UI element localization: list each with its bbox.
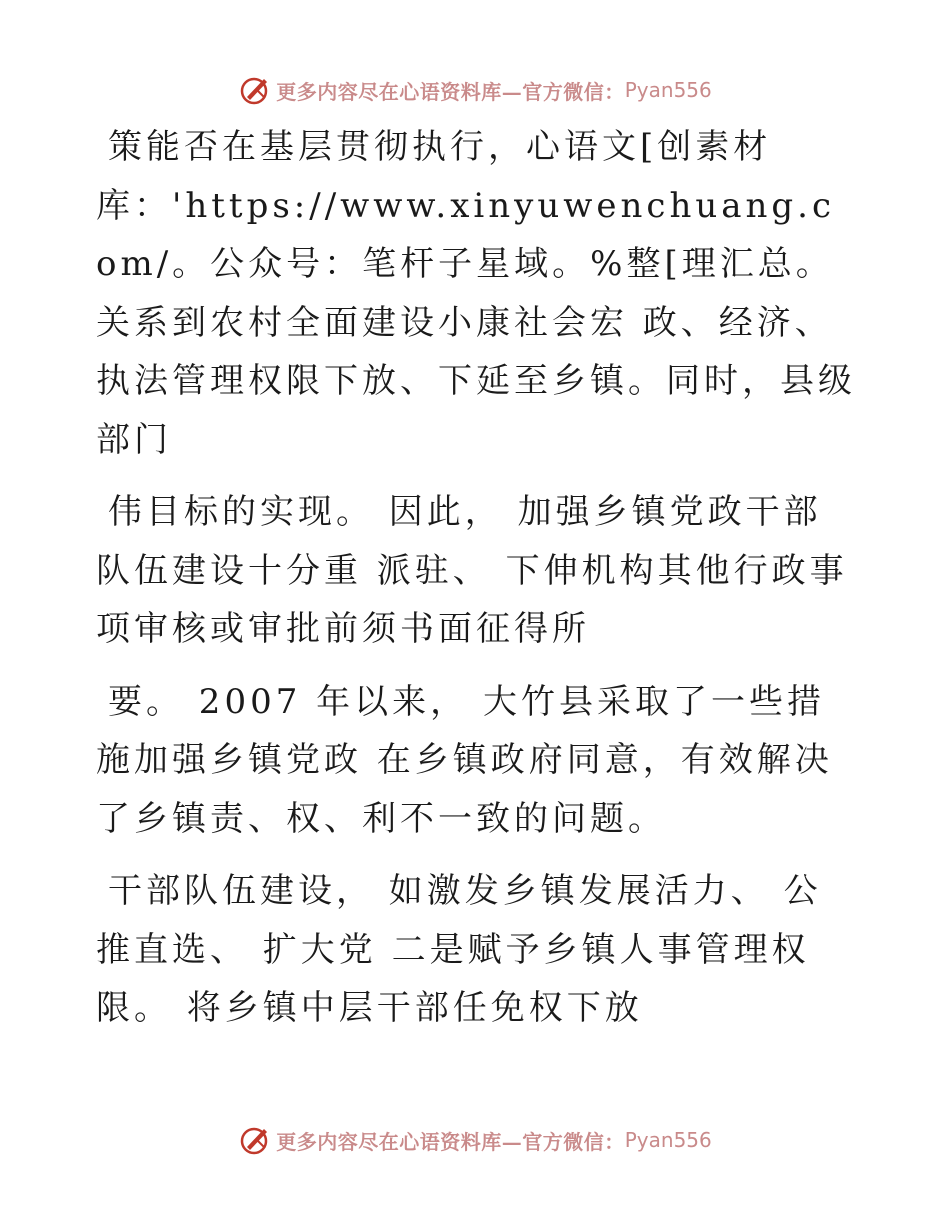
header-watermark [0, 70, 950, 110]
paragraph: 策能否在基层贯彻执行，心语文[创素材库：'https://www.xinyuwenchuang.com/。公众号：笔杆子星域。%整[理汇总。 关系到农村全面建设小康社会宏 政、经济、执法管理权限下放、下延至乡镇。同时，县级部门 [96, 127, 856, 460]
quill-pen-circle-icon [238, 73, 272, 107]
footer-watermark [0, 1120, 950, 1160]
paragraph: 要。 2007 年以来， 大竹县采取了一些措施加强乡镇党政 在乡镇政府同意，有效解决了乡镇责、权、利不一致的问题。 [96, 681, 833, 839]
paragraph: 伟目标的实现。 因此， 加强乡镇党政干部队伍建设十分重 派驻、 下伸机构其他行政事项审核或审批前须书面征得所 [96, 492, 848, 649]
document-body [96, 118, 856, 1052]
quill-pen-circle-icon [238, 1123, 272, 1157]
watermark-text: 更多内容尽在心语资料库—官方微信： [276, 79, 625, 104]
watermark-text: 更多内容尽在心语资料库—官方微信： [276, 1129, 625, 1154]
paragraph: 干部队伍建设， 如激发乡镇发展活力、 公推直选、 扩大党 二是赋予乡镇人事管理权限。 将乡镇中层干部任免权下放 [96, 871, 822, 1028]
watermark-handle: Pyan556 [624, 1128, 712, 1152]
watermark-handle: Pyan556 [624, 78, 712, 102]
